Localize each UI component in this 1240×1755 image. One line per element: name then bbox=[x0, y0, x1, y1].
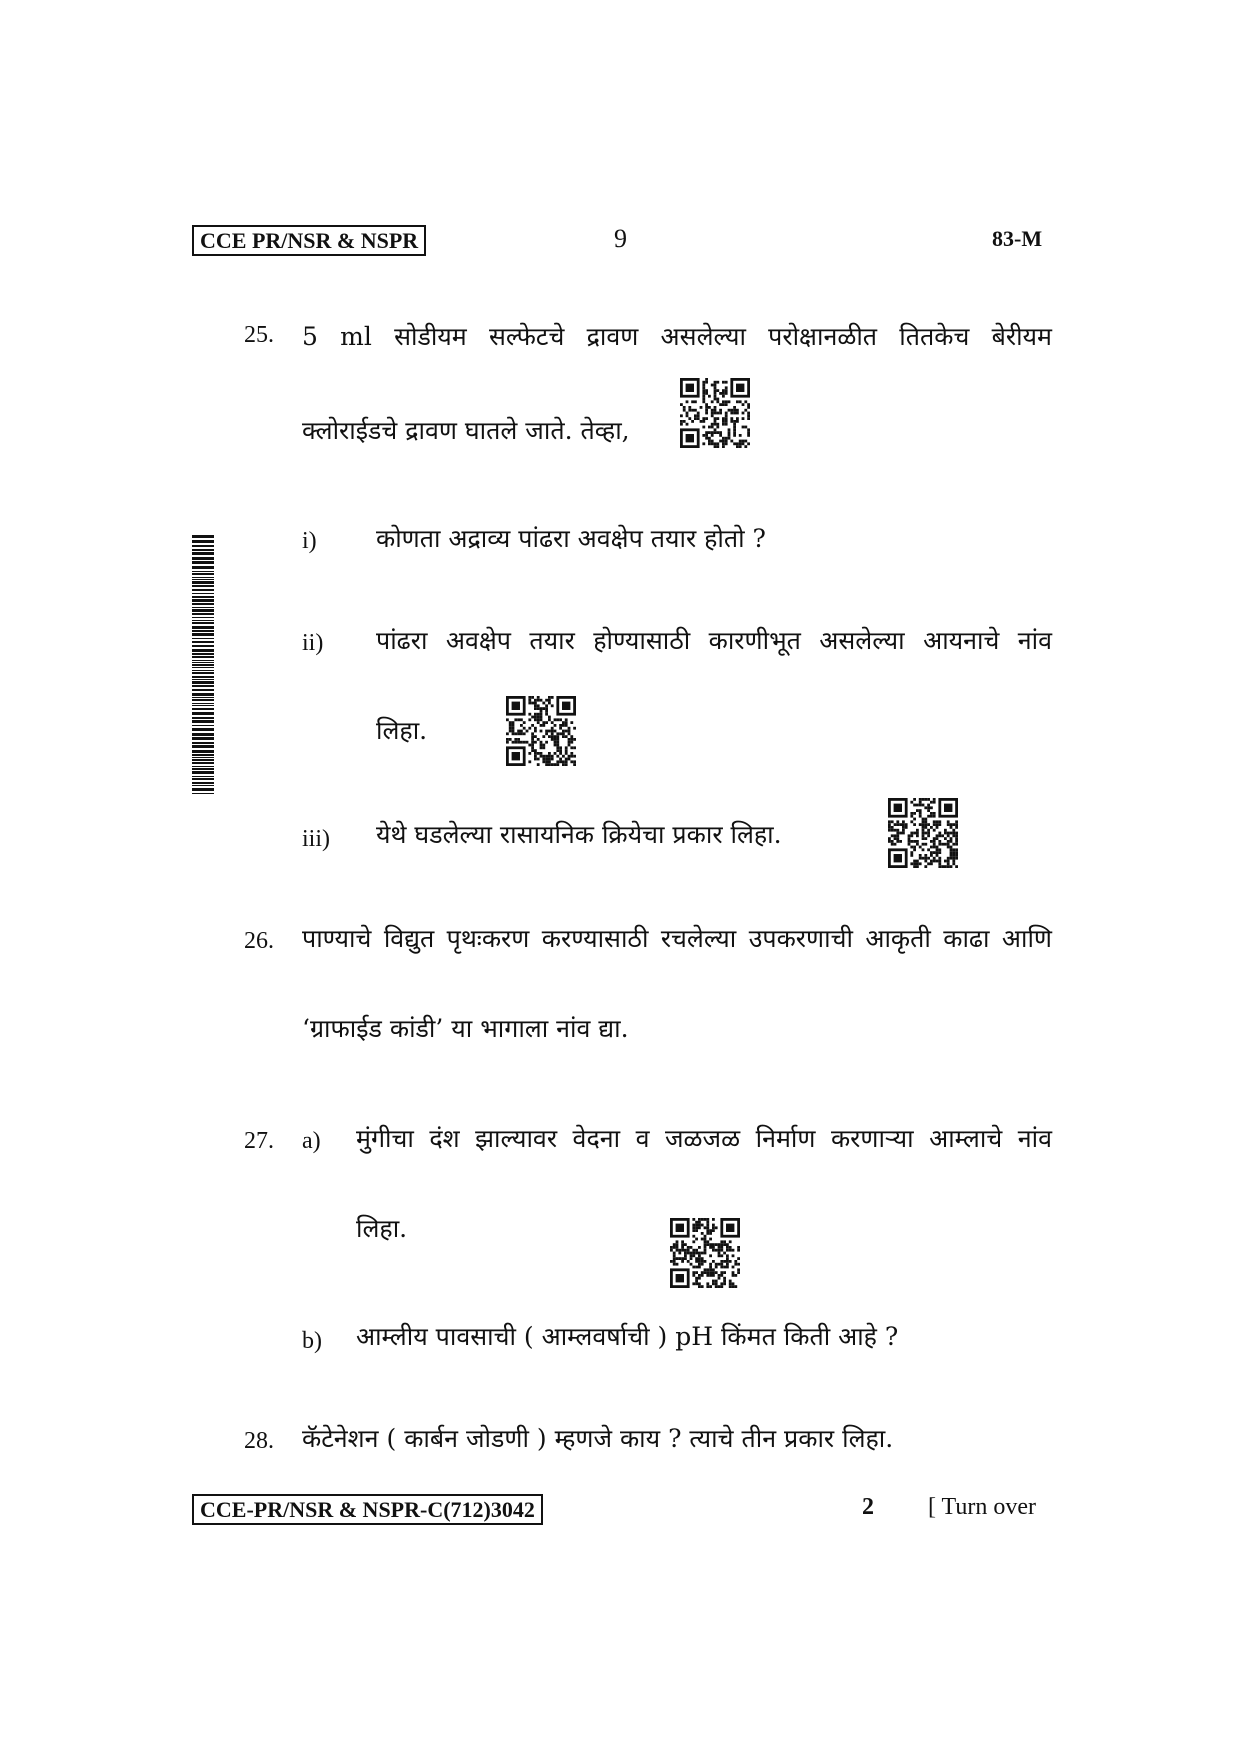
q25-line2: क्लोराईडचे द्रावण घातले जाते. तेव्हा, bbox=[302, 416, 630, 445]
q28-number: 28. bbox=[244, 1428, 274, 1454]
q26-line2: ‘ग्राफाईड कांडी’ या भागाला नांव द्या. bbox=[302, 1014, 629, 1043]
footer-sheet-number: 2 bbox=[862, 1494, 874, 1520]
q27-part-b-text: आम्लीय पावसाची ( आम्लवर्षाची ) pH किंमत किती आहे ? bbox=[356, 1322, 899, 1351]
header-left-code: CCE PR/NSR & NSPR bbox=[192, 225, 426, 256]
q25-part-iii-text: येथे घडलेल्या रासायनिक क्रियेचा प्रकार लिहा. bbox=[376, 820, 782, 849]
qr-code-q25-iii bbox=[888, 798, 958, 868]
q27-part-a-text2: लिहा. bbox=[356, 1214, 408, 1243]
q25-part-i-text: कोणता अद्राव्य पांढरा अवक्षेप तयार होतो ? bbox=[376, 524, 766, 553]
q25-part-ii-label: ii) bbox=[302, 630, 324, 656]
page-number: 9 bbox=[614, 224, 627, 253]
barcode-image bbox=[192, 535, 214, 795]
q26-line1: पाण्याचे विद्युत पृथःकरण करण्यासाठी रचलेल्या उपकरणाची आकृती काढा आणि bbox=[302, 924, 1052, 953]
qr-code-q27 bbox=[670, 1218, 740, 1288]
q25-part-iii-label: iii) bbox=[302, 826, 330, 852]
q25-line1: 5 ml सोडीयम सल्फेटचे द्रावण असलेल्या परोक्षानळीत तितकेच बेरीयम bbox=[302, 322, 1052, 351]
q25-part-ii-text: पांढरा अवक्षेप तयार होण्यासाठी कारणीभूत असलेल्या आयनाचे नांव bbox=[376, 626, 1052, 655]
qr-code-q25 bbox=[680, 378, 750, 448]
turn-over-label: [ Turn over bbox=[928, 1494, 1037, 1520]
q25-part-i-label: i) bbox=[302, 528, 317, 554]
q26-number: 26. bbox=[244, 928, 274, 954]
q27-number: 27. bbox=[244, 1128, 274, 1154]
footer-code: CCE-PR/NSR & NSPR-C(712)3042 bbox=[192, 1494, 543, 1525]
q25-number: 25. bbox=[244, 322, 274, 348]
header-right-code: 83-M bbox=[992, 226, 1043, 251]
q27-part-a-label: a) bbox=[302, 1128, 321, 1154]
qr-code-q25-ii bbox=[506, 696, 576, 766]
q25-part-ii-text2: लिहा. bbox=[376, 716, 428, 745]
q27-part-b-label: b) bbox=[302, 1328, 322, 1354]
q27-part-a-text: मुंगीचा दंश झाल्यावर वेदना व जळजळ निर्माण करणाऱ्या आम्लाचे नांव bbox=[356, 1124, 1052, 1153]
q28-text: कॅटेनेशन ( कार्बन जोडणी ) म्हणजे काय ? त्याचे तीन प्रकार लिहा. bbox=[302, 1424, 894, 1453]
